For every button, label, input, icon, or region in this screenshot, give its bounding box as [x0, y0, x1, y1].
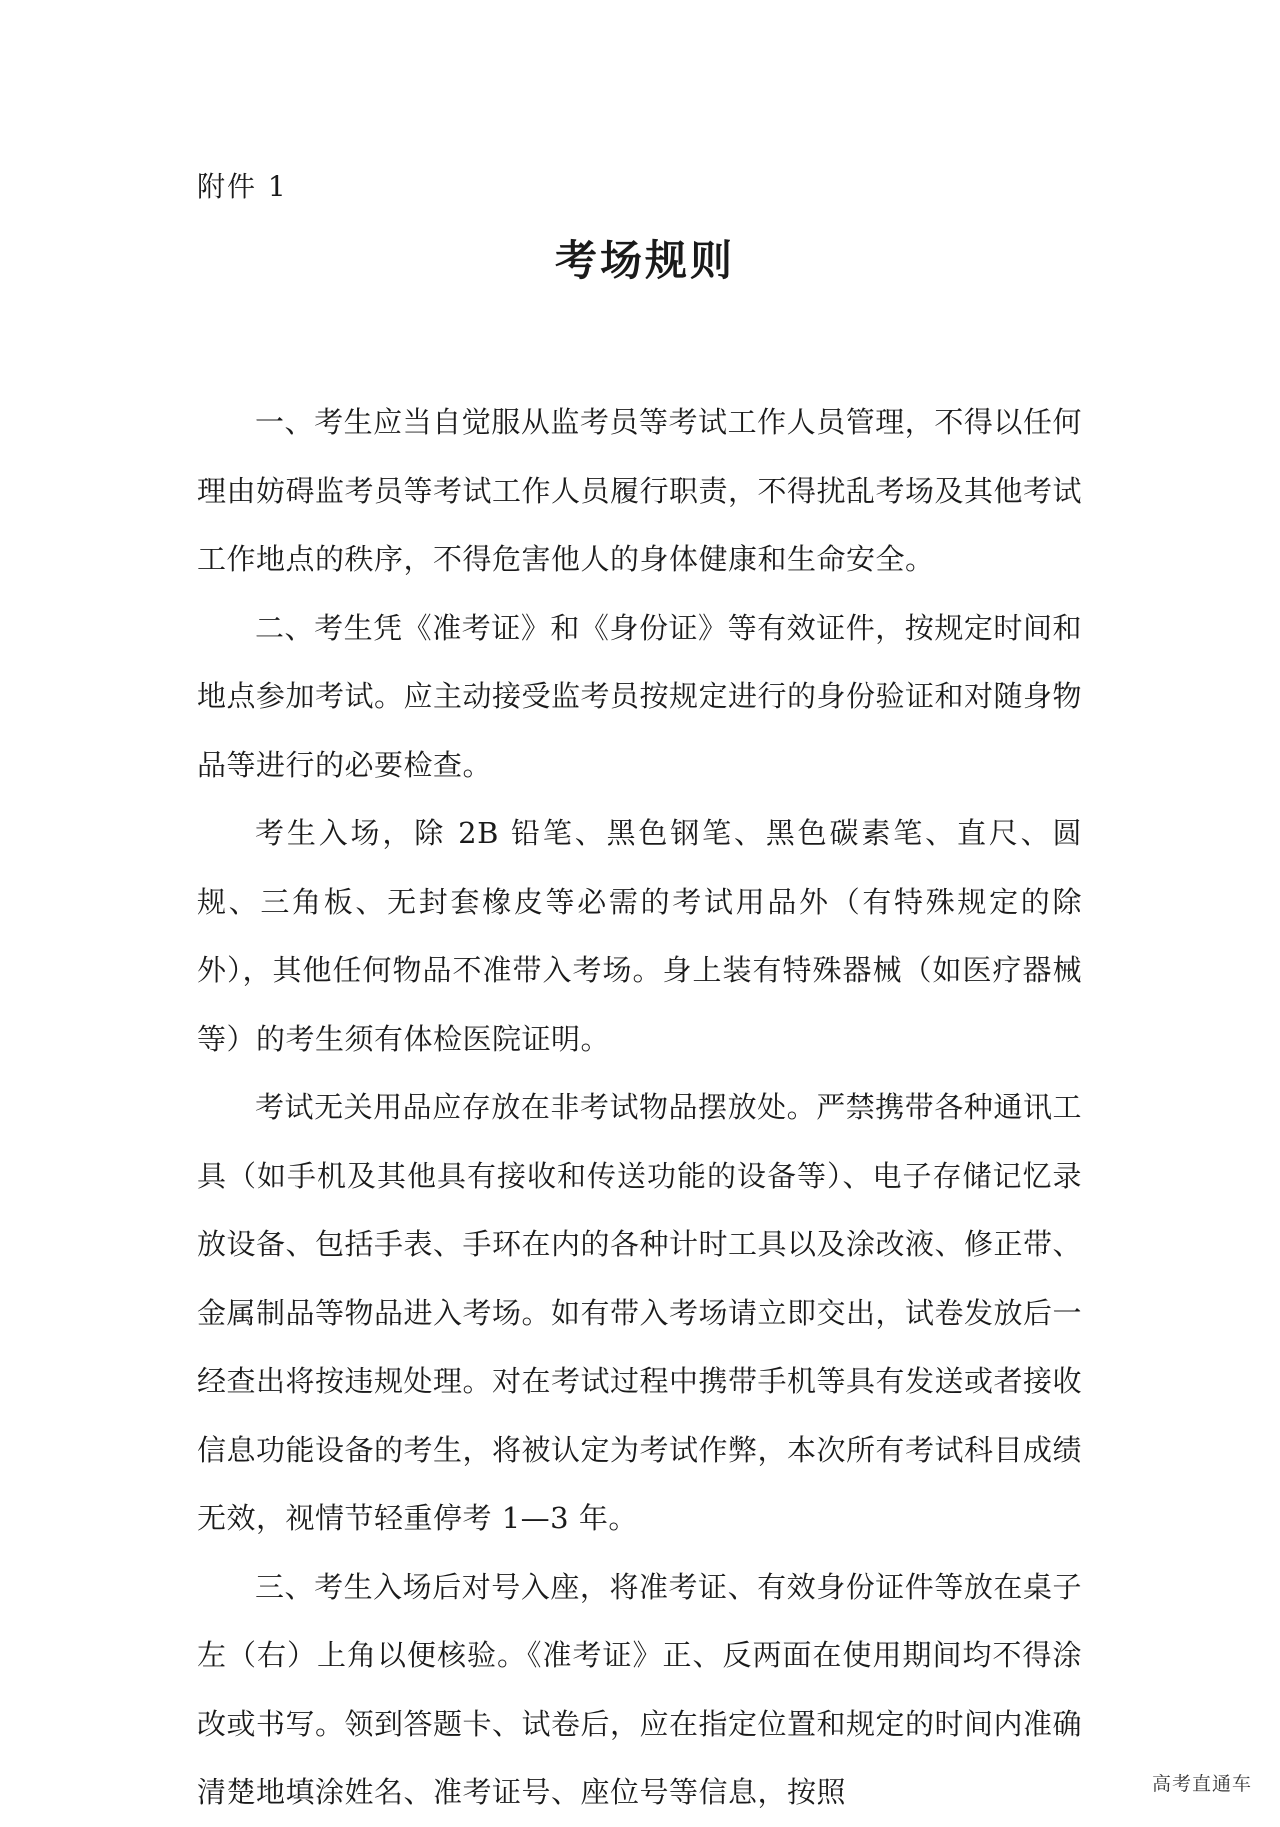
- paragraph-1: 一、考生应当自觉服从监考员等考试工作人员管理，不得以任何理由妨碍监考员等考试工作人员履行职责，不得扰乱考场及其他考试工作地点的秩序，不得危害他人的身体健康和生命安全。: [197, 405, 1083, 576]
- page-title: 考场规则: [554, 236, 735, 285]
- document-body: [197, 388, 1082, 1827]
- paragraph-2: 二、考生凭《准考证》和《身份证》等有效证件，按规定时间和地点参加考试。应主动接受监考员按规定进行的身份验证和对随身物品等进行的必要检查。: [197, 610, 1083, 782]
- attachment-label: 附件 1: [197, 170, 288, 203]
- paragraph-5: 三、考生入场后对号入座，将准考证、有效身份证件等放在桌子左（右）上角以便核验。《准考证》正、反两面在使用期间均不得涂改或书写。领到答题卡、试卷后，应在指定位置和规定的时间内准确清楚地填涂姓名、准考证号、座位号等信息，按照: [197, 1569, 1083, 1809]
- paragraph-3: 考生入场，除 2B 铅笔、黑色钢笔、黑色碳素笔、直尺、圆规、三角板、无封套橡皮等必需的考试用品外（有特殊规定的除外），其他任何物品不准带入考场。身上装有特殊器械（如医疗器械等）的考生须有体检医院证明。: [197, 816, 1082, 1056]
- paragraph-4: 考试无关用品应存放在非考试物品摆放处。严禁携带各种通讯工具（如手机及其他具有接收和传送功能的设备等）、电子存储记忆录放设备、包括手表、手环在内的各种计时工具以及涂改液、修正带、金属制品等物品进入考场。如有带入考场请立即交出，试卷发放后一经查出将按违规处理。对在考试过程中携带手机等具有发送或者接收信息功能设备的考生，将被认定为考试作弊，本次所有考试科目成绩无效，视情节轻重停考 1—3 年。: [197, 1090, 1083, 1535]
- watermark: 高考直通车: [1151, 1773, 1252, 1795]
